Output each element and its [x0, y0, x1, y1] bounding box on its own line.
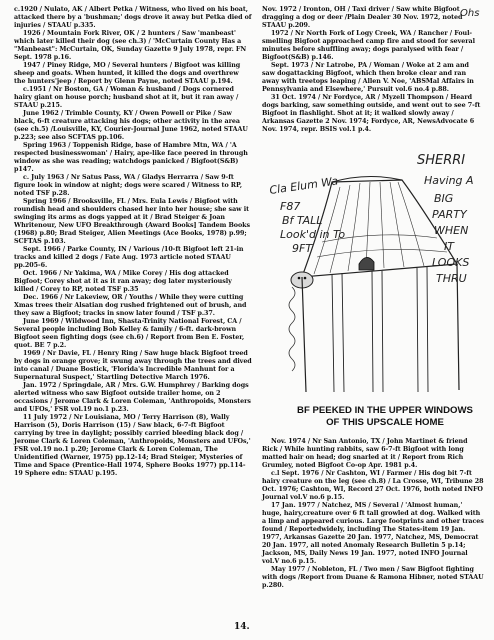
right-column-bottom [262, 438, 484, 590]
svg-text:Look'd in To: Look'd in To [280, 228, 346, 241]
entry: June 1969 / Wildwood Inn, Shasta-Trinity National Forest, CA / Several people including Bob Kelley & family / 6-ft. dark-brown Bigfoot seen fighting dogs (see ch.6) / Report from Ben E. Foster, quot. BE 7 p.2. [14, 318, 245, 349]
left-column [14, 6, 252, 478]
entry: Dec. 1966 / Nr Lakeview, OR / Youths / While they were cutting Xmas trees their Alsatian dog rushed frightened out of brush, and they saw a Bigfoot; tracks in snow later found / TSF p.37. [14, 294, 247, 317]
svg-text:LOOKS: LOOKS [432, 256, 470, 269]
handwritten-note-left [269, 174, 346, 255]
entry: Spring 1966 / Brooksville, FL / Mrs. Eula Lewis / Bigfoot with roundish head and shoulders chased her into her house; she saw it swinging its arms as dogs yapped at it / Brad Steiger & Joan Whritenour, New UFO Breakthrough (Award Books] Tandem Books (1968) p.80; Brad Steiger, Alien Meetings (Ace Books, 1978) p.99; SCFTAS p.103. [14, 198, 251, 245]
svg-text:WHEN: WHEN [434, 224, 469, 237]
entry: June 1962 / Trimble County, KY / Owen Powell or Pike / Saw black, 6-ft creature attacking his dogs; other activity in the area (see ch.5) /Louisville, KY, Courier-Journal June 1962, noted STAAU p.223; see also SCFTAS pp.106. [14, 110, 248, 141]
entry: Nov. 1974 / Nr San Antonio, TX / John Martinet & friend Rick / While hunting rabbits, saw 6-7-ft Bigfoot with long matted hair on head; dog snarled at it / Report from Rich Grumley, noted Bigfoot Co-op Apr. 1981 p.4. [262, 438, 468, 469]
entry: Sept. 1973 / Nr Latrobe, PA / Woman / Woke at 2 am and saw dogattacking Bigfoot, which then broke clear and ran away with treetops leaping / Allen V. Noe, 'ABSMal Affairs in Pennsylvania and Elsewhere,' Pursuit vol.6 no.4 p.88. [262, 62, 474, 93]
caption-line-1: BF PEEKED IN THE UPPER WINDOWS [297, 405, 473, 416]
entry: Spring 1963 / Toppenish Ridge, base of Hambre Mtn, WA / 'A respected businesswoman' / Hairy, ape-like face peered in through window as she was reading; watchdogs panicked / Bigfoot(S&B) p147. [14, 142, 248, 173]
entry: 17 Jan. 1977 / Natchez, MS / Several / 'Almost human,' huge, hairy,creature over 6 ft tall growled at dog. Walked with a limp and appeared curious. Large footprints and other traces found / Reportedwidely, including The States-item 19 Jan. 1977, Arkansas Gazette 20 Jan. 1977, Natchez, MS, Democrat 20 Jan. 1977, all noted Anomaly Research Bulletin 5 p.14; Jackson, MS, Daily News 19 Jan. 1977, noted INFO Journal vol.V no.6 p.15. [262, 502, 484, 565]
entry: 1969 / Nr Davie, FL / Henry Ring / Saw huge black Bigfoot treed by dogs in orange grove; it swung away through the trees and dived into canal / Duane Bostick, 'Florida's Incredible Manhunt for a Supernatural Suspect,' Startling Detective March 1976. [14, 350, 252, 381]
svg-text:BIG: BIG [434, 192, 454, 205]
handwritten-note-right [417, 153, 474, 285]
entry: May 1977 / Nobleton, FL / Two men / Saw Bigfoot fighting with dogs /Report from Duane & Ramona Hibner, noted STAAU p.280. [262, 566, 484, 589]
entry: 31 Oct. 1974 / Nr Fordyce, AR / Myzell Thompson / Heard dogs barking, saw something outside, and went out to see 7-ft Bigfoot in flashlight. Shot at it; it walked slowly away / Arkansas Gazette 2 Nov. 1974; Fordyce, AR, NewsAdvocate 6 Nov. 1974, repr. BSIS vol.1 p.4. [262, 94, 481, 133]
svg-text:Cla Elum Wa: Cla Elum Wa [268, 174, 339, 197]
entry: Oct. 1966 / Nr Yakima, WA / Mike Corey / His dog attacked Bigfoot; Corey shot at it as it ran away; dog later mysteriously killed / Corey to RP, noted TSF p.35 [14, 270, 232, 293]
svg-text:Bf TALL: Bf TALL [282, 214, 323, 227]
svg-text:IT: IT [444, 240, 454, 253]
entry: c. July 1963 / Nr Satus Pass, WA / Gladys Herrarra / Saw 9-ft figure look in window at night; dogs were scared / Witness to RP, noted TSF p.28. [14, 174, 243, 197]
svg-text:SHERRI: SHERRI [417, 153, 466, 168]
svg-text:PARTY: PARTY [432, 208, 467, 221]
right-column-top [262, 6, 484, 134]
sketch-caption [290, 405, 480, 428]
entry: c.l Sept. 1976 / Nr Cashton, WI / Farmer / His dog bit 7-ft hairy creature on the leg (see ch.8) / La Crosse, WI, Tribune 28 Oct. 1976; Cashton, WI, Record 27 Oct. 1976, both noted INFO Journal vol.V no.6 p.15. [262, 470, 484, 501]
entry: Nov. 1972 / Ironton, OH / Taxi driver / Saw white Bigfoot dragging a dog or deer /Plain Dealer 30 Nov. 1972, noted STAAU p.209. [262, 6, 463, 29]
entry: 1947 / Piney Ridge, MO / Several hunters / Bigfoot was killing sheep and goats. When hunted, it killed the dogs and overthrew the hunters'jeep / Report by Glenn Payne, noted STAAU p.194. [14, 62, 241, 85]
entry: 1926 / Mountain Fork River, OK / 2 hunters / Saw 'manbeast' which later killed their dog (see ch.3) / 'McCurtain County Has a "Manbeast": McCurtain, OK, Sunday Gazette 9 July 1978, repr. FN Sept. 1978 p.16. [14, 30, 247, 61]
entry: c.1951 / Nr Boston, GA / Woman & husband / Dogs cornered hairy giant on house porch; husband shot at it, but it ran away / STAAU p.215. [14, 86, 239, 109]
house-sketch-illustration [262, 152, 484, 422]
scribble-post [289, 287, 295, 371]
svg-text:F87: F87 [280, 200, 301, 213]
entry: 1972 / Nr North Fork of Logy Creek, WA / Rancher / Foul-smelling Bigfoot approached camp fire and stood for several minutes before shuffling away; dogs paralysed with fear / Bigfoot(S&B) p.146. [262, 30, 475, 61]
house-columns [332, 267, 428, 392]
entry: Sept. 1966 / Parke County, IN / Various /10-ft Bigfoot left 21-in tracks and killed 2 dogs / Fate Aug. 1973 article noted STAAU pp.205-6. [14, 246, 244, 269]
svg-text:Having A: Having A [424, 174, 474, 187]
svg-text:9FT: 9FT [292, 242, 313, 255]
entry: Jan. 1972 / Springdale, AR / Mrs. G.W. Humphrey / Barking dogs alerted witness who saw Bigfoot outside trailer home, on 2 occasions / Jerome Clark & Loren Coleman, 'Anthropoids, Monsters and UFOs,' FSR vol.19 no.1 p.23. [14, 382, 251, 413]
entry: c.1920 / Nulato, AK / Albert Petka / Witness, who lived on his boat, attacked there by a 'bushman;' dogs drove it away but Petka died of injuries / STAAU p.335. [14, 6, 252, 29]
margin-mark-text: Ohs [460, 8, 480, 19]
entry: 11 July 1972 / Nr Louisiana, MO / Terry Harrison (8), Wally Harrison (5), Doris Harrison (15) / Saw black, 6-7-ft Bigfoot carrying by tree in daylight; possibly carried bleeding black dog / Jerome Clark & Loren Coleman, 'Anthropoids, Monsters and UFOs,' FSR vol.19 no.1 p.20; Jerome Clark & Loren Coleman, The Unidentified (Warner, 1975) pp.12-14; Brad Steiger, Mysteries of Time and Space (Prentice-Hall 1974, Sphere Books 1977) pp.114-19 Sphere edn: STAAU p.195. [14, 414, 251, 477]
page-number: 14. [234, 622, 250, 632]
caption-line-2: OF THIS UPSCALE HOME [326, 416, 444, 428]
attic-window [359, 257, 374, 270]
svg-text:THRU: THRU [436, 272, 467, 285]
